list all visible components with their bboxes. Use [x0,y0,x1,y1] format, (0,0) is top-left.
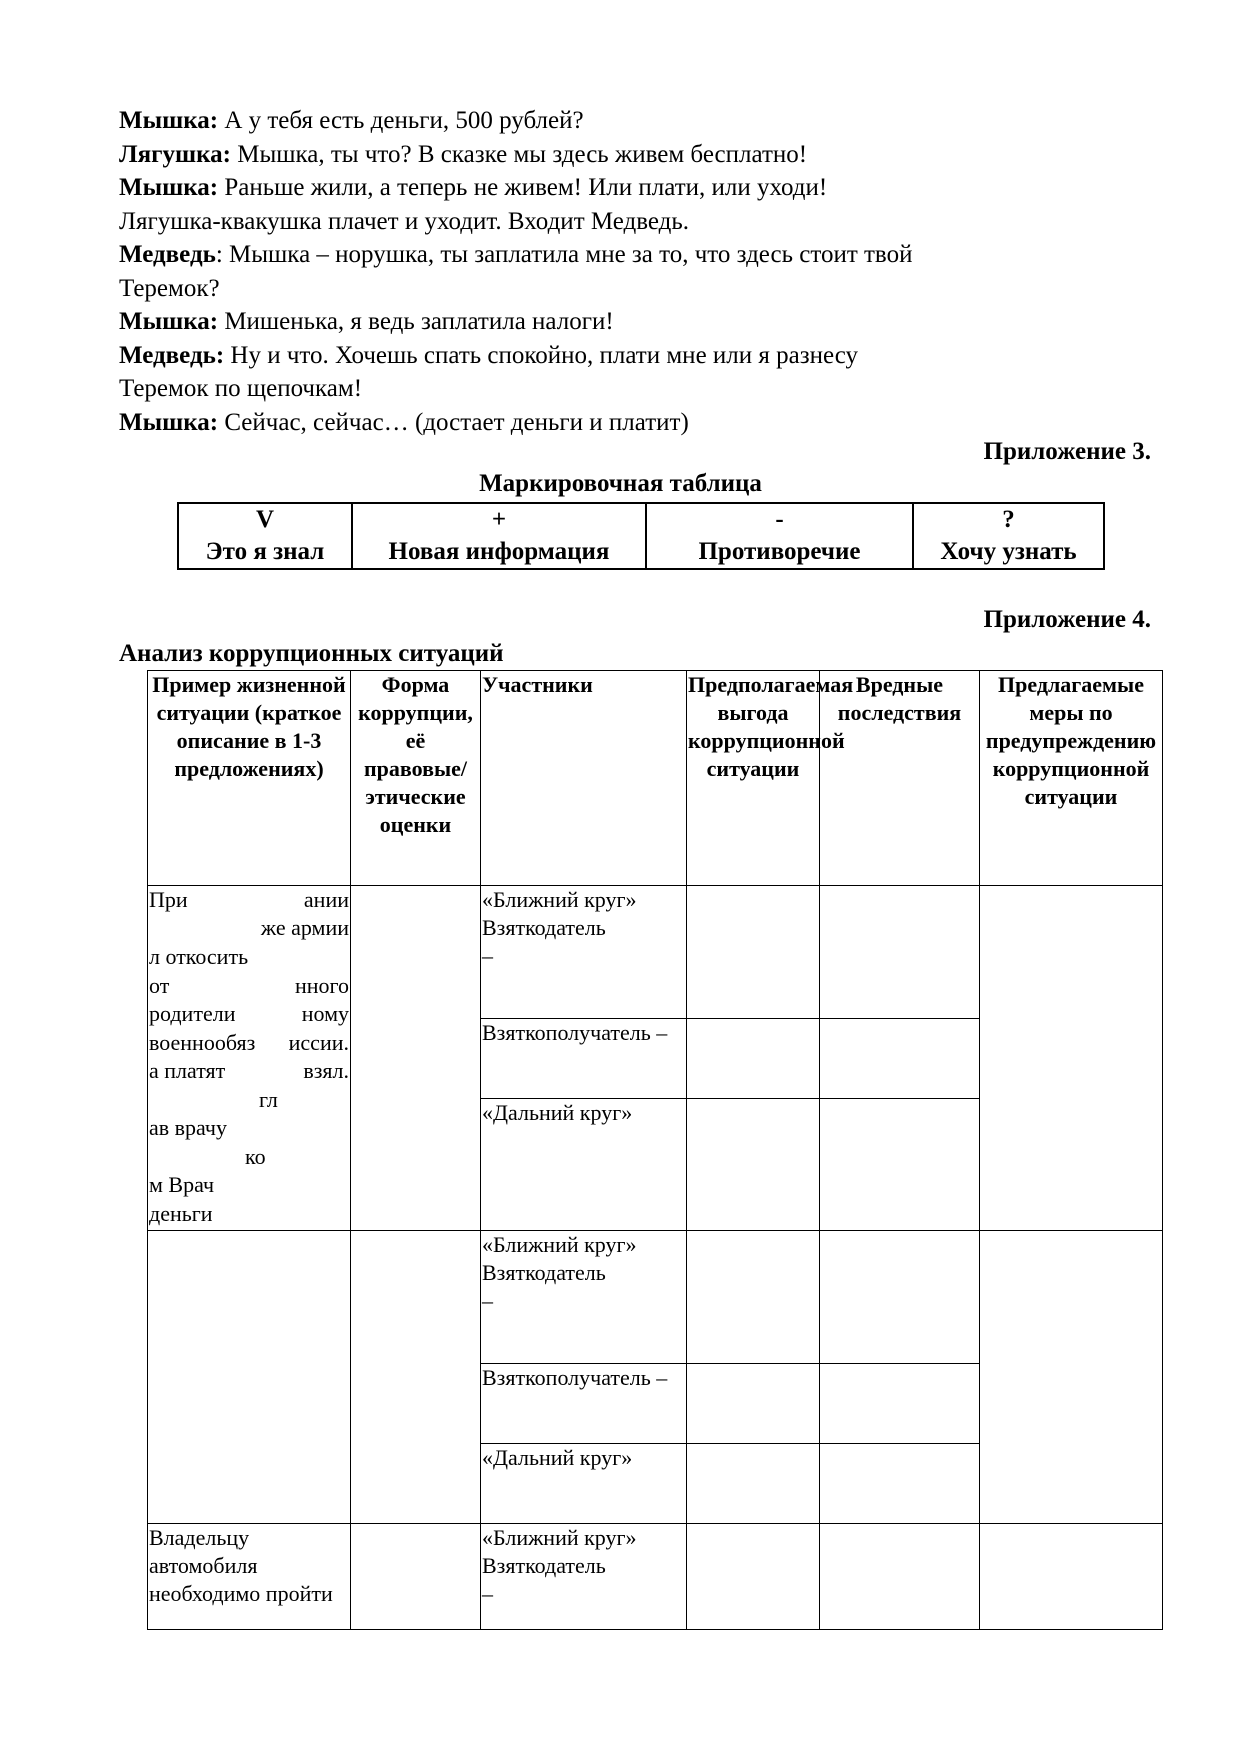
situation-fragment: ании [303,887,349,912]
dialogue-line [119,106,584,136]
corruption-analysis-table [147,670,1163,1630]
dialogue-line [119,274,220,304]
dialogue-line [119,307,614,337]
situation-fragment: нного [294,973,349,998]
participants-near-cell: «Ближний круг» Взяткодатель – [481,886,687,1019]
benefit-cell [687,1099,820,1231]
situation-fragment: взял. [303,1058,349,1083]
table-row [148,1524,1163,1630]
header-example: Пример жизненной ситуации (краткое описание в 1-3 предложениях) [148,671,351,886]
speaker-name: Медведь: [119,341,225,369]
benefit-cell [687,1444,820,1524]
situation-fragment: а платят [149,1058,226,1083]
mark-col-new: + Новая информация [352,503,646,569]
speaker-name: Мышка: [119,408,219,436]
mark-col-contradiction: - Противоречие [646,503,913,569]
situation-3-cell: Владельцу автомобиля необходимо пройти [148,1524,351,1630]
benefit-cell [687,1524,820,1630]
consequences-cell [820,1444,980,1524]
dialogue-text: Мишенька, я ведь заплатила налоги! [218,308,614,335]
situation-fragment: военнообяз [149,1030,256,1055]
consequences-cell [820,1524,980,1630]
speaker-name: Медведь [119,241,216,268]
header-consequences: Вредные последствия [820,671,980,886]
header-form: Форма коррупции, её правовые/ этические оценки [351,671,481,886]
consequences-cell [820,1364,980,1444]
dialogue-text: Ну и что. Хочешь спать спокойно, плати мне или я разнесу [224,341,858,369]
participants-taker-cell: Взяткополучатель – [481,1019,687,1099]
mark-col-known: V Это я знал [178,503,352,569]
consequences-cell [820,886,980,1019]
situation-fragment: л откосить [149,944,249,969]
situation-fragment: от [149,973,170,998]
consequences-cell [820,1231,980,1364]
benefit-cell [687,886,820,1019]
consequences-cell [820,1019,980,1099]
measures-cell [980,1231,1163,1524]
dialogue-text: Лягушка-квакушка плачет и уходит. Входит Медведь. [119,207,690,235]
participants-near-cell: «Ближний круг» Взяткодатель – [481,1231,687,1364]
speaker-name: Мышка: [119,174,219,201]
situation-fragment: ко [245,1144,266,1169]
marking-table-title: Маркировочная таблица [479,470,762,497]
table-row [148,886,1163,1019]
analysis-title: Анализ коррупционных ситуаций [119,640,504,667]
form-cell [351,1524,481,1630]
header-row [148,671,1163,886]
situation-fragment: При [149,887,188,912]
situation-fragment: ному [301,1001,349,1026]
situation-fragment: гл [259,1087,278,1112]
form-cell [351,1231,481,1524]
dialogue-line [119,140,807,170]
speaker-name: Мышка: [119,107,219,134]
dialogue-text: Теремок? [119,274,220,302]
participants-taker-cell: Взяткополучатель – [481,1364,687,1444]
header-participants: Участники [481,671,687,886]
situation-fragment: деньги [149,1201,213,1226]
situation-1-cell [148,886,351,1231]
table-row [148,1231,1163,1364]
situation-fragment: родители [149,1001,236,1026]
speaker-name: Мышка: [119,308,219,335]
dialogue-line [119,341,858,371]
participants-near-cell: «Ближний круг» Взяткодатель – [481,1524,687,1630]
dialogue-line [119,240,912,270]
situation-2-cell [148,1231,351,1524]
mark-col-want: ? Хочу узнать [913,503,1104,569]
dialogue-text: Сейчас, сейчас… (достает деньги и платит) [218,408,689,436]
dialogue-text: Теремок по щепочкам! [119,375,363,402]
situation-fragment: м Врач [149,1172,215,1197]
header-benefit: Предполагаемая выгода коррупционной ситуации [687,671,820,886]
dialogue-text: Мышка, ты что? В сказке мы здесь живем бесплатно! [230,140,808,168]
dialogue-line [119,374,362,404]
marking-table [177,502,1105,570]
dialogue-text: Раньше жили, а теперь не живем! Или плати, или уходи! [218,174,828,201]
dialogue-line [119,207,689,237]
form-cell [351,886,481,1231]
dialogue-line [119,408,689,438]
benefit-cell [687,1019,820,1099]
speaker-name: Лягушка: [119,140,231,168]
appendix-4-label: Приложение 4. [983,606,1151,633]
dialogue-text: А у тебя есть деньги, 500 рублей? [218,107,584,134]
measures-cell [980,886,1163,1231]
benefit-cell [687,1231,820,1364]
dialogue-line [119,173,827,203]
benefit-cell [687,1364,820,1444]
situation-fragment: иссии. [288,1030,349,1055]
consequences-cell [820,1099,980,1231]
appendix-3-label: Приложение 3. [983,438,1151,465]
participants-far-cell: «Дальний круг» [481,1444,687,1524]
header-measures: Предлагаемые меры по предупреждению коррупционной ситуации [980,671,1163,886]
situation-fragment: ав врачу [149,1115,227,1140]
dialogue-text: : Мышка – норушка, ты заплатила мне за то, что здесь стоит твой [215,241,913,268]
measures-cell [980,1524,1163,1630]
participants-far-cell: «Дальний круг» [481,1099,687,1231]
situation-fragment: же армии [260,915,349,940]
